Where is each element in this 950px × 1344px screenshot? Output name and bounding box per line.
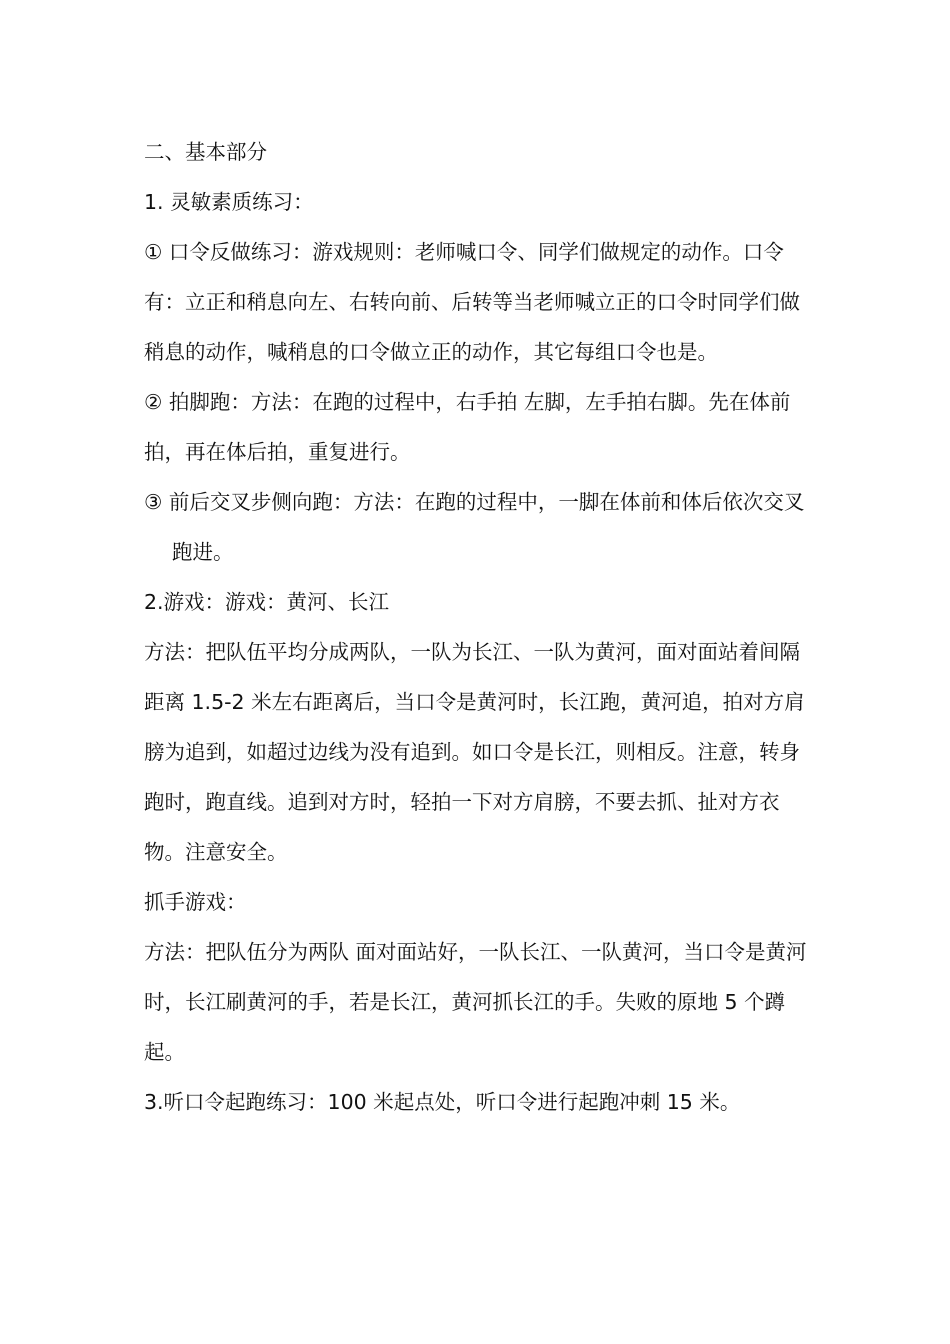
subsection-heading-agility: 1. 灵敏素质练习： [144, 190, 314, 214]
paragraph-foot-slap-run: ② 拍脚跑：方法：在跑的过程中，右手拍 左脚，左手拍右脚。先在体前拍，再在体后拍，重复进行。 [144, 390, 791, 464]
document-body [144, 127, 810, 1127]
paragraph-yellow-river-yangtze-method: 方法：把队伍平均分成两队，一队为长江、一队为黄河，面对面站着间隔距离 1.5-2 米左右距离后，当口令是黄河时，长江跑，黄河追，拍对方肩膀为追到，如超过边线为没有追到。如口令是长江，则相反。注意，转身跑时，跑直线。追到对方时，轻拍一下对方肩膀，不要去抓、扯对方衣物。注意安全。 [144, 640, 805, 864]
section-heading: 二、基本部分 [144, 140, 267, 164]
paragraph-hand-grab-method: 方法：把队伍分为两队 面对面站好，一队长江、一队黄河，当口令是黄河时，长江刷黄河的手，若是长江，黄河抓长江的手。失败的原地 5 个蹲起。 [144, 940, 807, 1064]
subsection-heading-game: 2.游戏：游戏：黄河、长江 [144, 590, 390, 614]
paragraph-start-drill: 3.听口令起跑练习：100 米起点处，听口令进行起跑冲刺 15 米。 [144, 1090, 741, 1114]
paragraph-reverse-command-drill: ① 口令反做练习：游戏规则：老师喊口令、同学们做规定的动作。口令有：立正和稍息向左、右转向前、后转等当老师喊立正的口令时同学们做稍息的动作，喊稍息的口令做立正的动作，其它每组口令也是。 [144, 240, 800, 364]
heading-hand-grab-game: 抓手游戏： [144, 890, 247, 914]
paragraph-cross-step-run: ③ 前后交叉步侧向跑：方法：在跑的过程中，一脚在体前和体后依次交叉跑进。 [144, 490, 805, 564]
